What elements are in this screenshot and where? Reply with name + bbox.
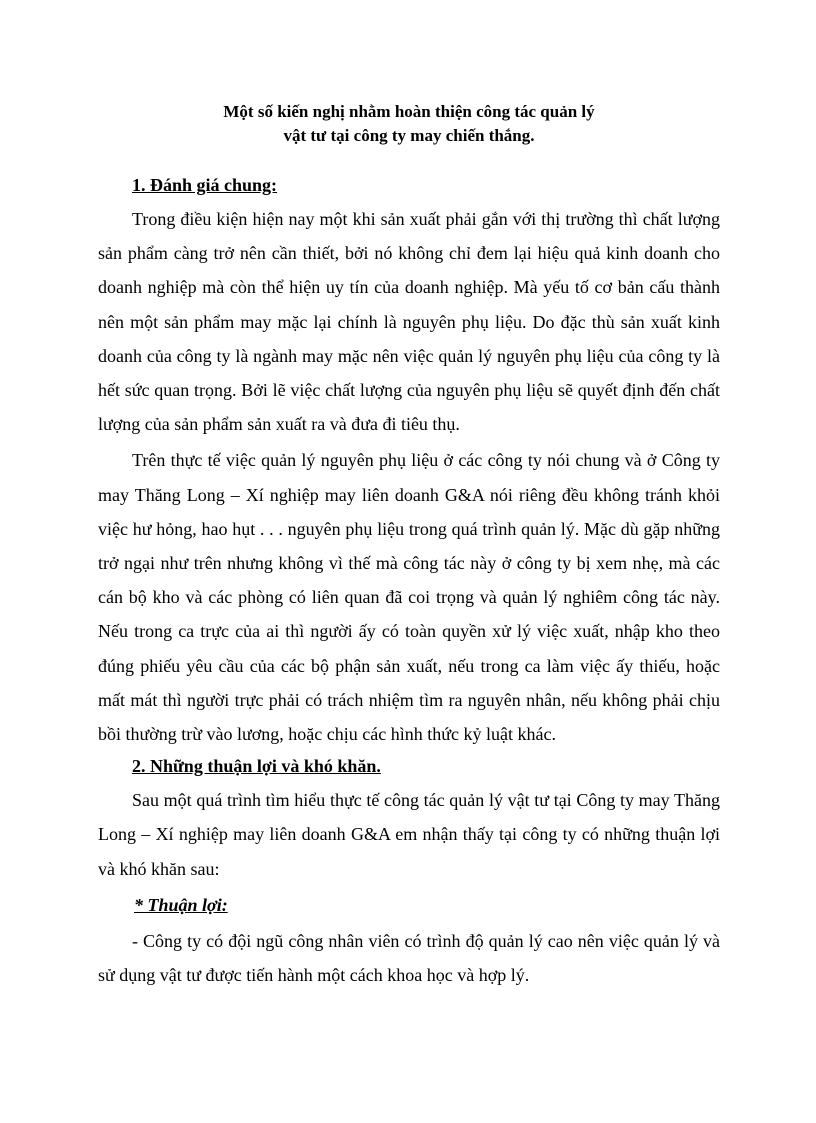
advantages-paragraph-1: - Công ty có đội ngũ công nhân viên có trình độ quản lý cao nên việc quản lý và sử dụng vật tư được tiến hành một cách khoa học và hợp lý.	[98, 930, 720, 986]
section-1-paragraph-2: Trên thực tế việc quản lý nguyên phụ liệu ở các công ty nói chung và ở Công ty may Thăng Long – Xí nghiệp may liên doanh G&A nói riêng đều không tránh khỏi việc hư hỏng, hao hụt . . . nguyên phụ liệu trong quá trình quản lý. Mặc dù gặp những trở ngại như trên nhưng không vì thế mà công tác này ở công ty bị xem nhẹ, mà các cán bộ kho và các phòng có liên quan đã coi trọng và quản lý nghiêm công tác này. Nếu trong ca trực của ai thì người ấy có toàn quyền xử lý việc xuất, nhập kho theo đúng phiếu yêu cầu của các bộ phận sản xuất, nếu trong ca làm việc ấy thiếu, hoặc mất mát thì người trực phải có trách nhiệm tìm ra nguyên nhân, nếu không phải chịu bồi thường trừ vào lương, hoặc chịu các hình thức kỷ luật khác.	[98, 450, 720, 745]
section-1-paragraph-1: Trong điều kiện hiện nay một khi sản xuất phải gắn với thị trường thì chất lượng sản phẩm càng trở nên cần thiết, bởi nó không chỉ đem lại hiệu quả kinh doanh cho doanh nghiệp mà còn thể hiện uy tín của doanh nghiệp. Mà yếu tố cơ bản cấu thành nên một sản phẩm may mặc lại chính là nguyên phụ liệu. Do đặc thù sản xuất kinh doanh của công ty là ngành may mặc nên việc quản lý nguyên phụ liệu của công ty là hết sức quan trọng. Bởi lẽ việc chất lượng của nguyên phụ liệu sẽ quyết định đến chất lượng của sản phẩm sản xuất ra và đưa đi tiêu thụ.	[98, 209, 720, 435]
section-1-heading: 1. Đánh giá chung:	[132, 175, 278, 195]
section-2-paragraph-1: Sau một quá trình tìm hiểu thực tế công tác quản lý vật tư tại Công ty may Thăng Long – Xí nghiệp may liên doanh G&A em nhận thấy tại công ty có những thuận lợi và khó khăn sau:	[98, 790, 720, 879]
document-title-line-2: vật tư tại công ty may chiến thắng.	[283, 126, 535, 145]
advantages-heading: * Thuận lợi:	[134, 894, 228, 915]
document-page	[98, 100, 720, 992]
document-title-line-1: Một số kiến nghị nhằm hoàn thiện công tác quản lý	[223, 102, 595, 121]
section-2-heading: 2. Những thuận lợi và khó khăn.	[132, 756, 381, 777]
